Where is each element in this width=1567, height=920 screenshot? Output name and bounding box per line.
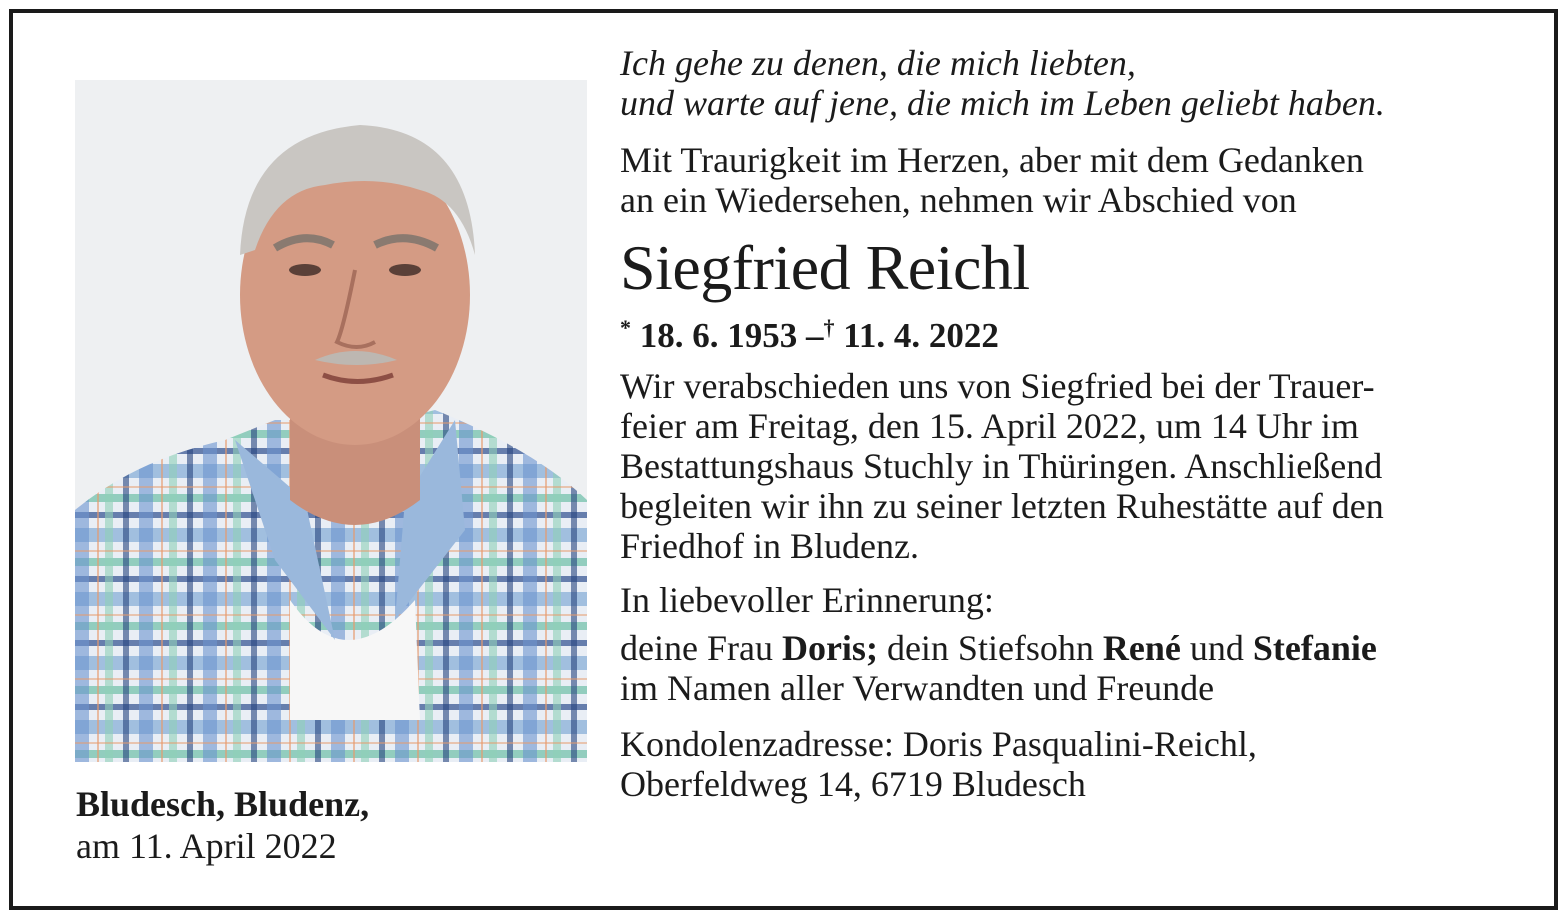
obituary-frame <box>9 9 1558 910</box>
deceased-name: Siegfried Reichl <box>620 232 1030 303</box>
intro-text <box>620 140 1525 220</box>
intro-line: Mit Traurigkeit im Herzen, aber mit dem Gedanken <box>620 140 1364 180</box>
ceremony-line: Wir verabschieden uns von Siegfried bei der Trauer- <box>620 366 1375 406</box>
ceremony-line: feier am Freitag, den 15. April 2022, um 14 Uhr im <box>620 406 1359 446</box>
place-location: Bludesch, Bludenz, <box>76 784 370 824</box>
family-text <box>620 628 1525 708</box>
family-prefix-1: deine Frau <box>620 628 782 668</box>
condolence-address <box>620 724 1525 804</box>
ceremony-line: Friedhof in Bludenz. <box>620 526 919 566</box>
portrait-illustration <box>75 80 587 762</box>
life-dates <box>620 310 1525 354</box>
ceremony-line: begleiten wir ihn zu seiner letzten Ruhestätte auf den <box>620 486 1384 526</box>
family-name-doris: Doris; <box>781 628 878 668</box>
ceremony-text <box>620 366 1525 566</box>
death-symbol: † <box>823 315 835 340</box>
date-separator: – <box>806 316 824 355</box>
verse <box>620 43 1525 123</box>
ceremony-line: Bestattungshaus Stuchly in Thüringen. Anschließend <box>620 446 1383 486</box>
birth-date: 18. 6. 1953 <box>639 316 798 355</box>
portrait-photo <box>75 80 587 762</box>
family-name-stefanie: Stefanie <box>1252 628 1377 668</box>
birth-symbol: * <box>620 315 631 340</box>
family-line: im Namen aller Verwandten und Freunde <box>620 668 1215 708</box>
obituary-text <box>620 43 1525 804</box>
family-name-rene: René <box>1102 628 1181 668</box>
family-prefix-2: dein Stiefsohn <box>877 628 1103 668</box>
place-and-date <box>76 783 596 867</box>
family-connector: und <box>1180 628 1253 668</box>
address-line: Kondolenzadresse: Doris Pasqualini-Reichl, <box>620 724 1257 764</box>
memory-heading: In liebevoller Erinnerung: <box>620 580 994 620</box>
verse-line: und warte auf jene, die mich im Leben geliebt haben. <box>620 83 1385 123</box>
verse-line: Ich gehe zu denen, die mich liebten, <box>620 43 1136 83</box>
death-date: 11. 4. 2022 <box>843 316 999 355</box>
intro-line: an ein Wiedersehen, nehmen wir Abschied von <box>620 180 1297 220</box>
place-date: am 11. April 2022 <box>76 826 337 866</box>
family-line <box>620 628 1525 668</box>
address-line: Oberfeldweg 14, 6719 Bludesch <box>620 764 1086 804</box>
